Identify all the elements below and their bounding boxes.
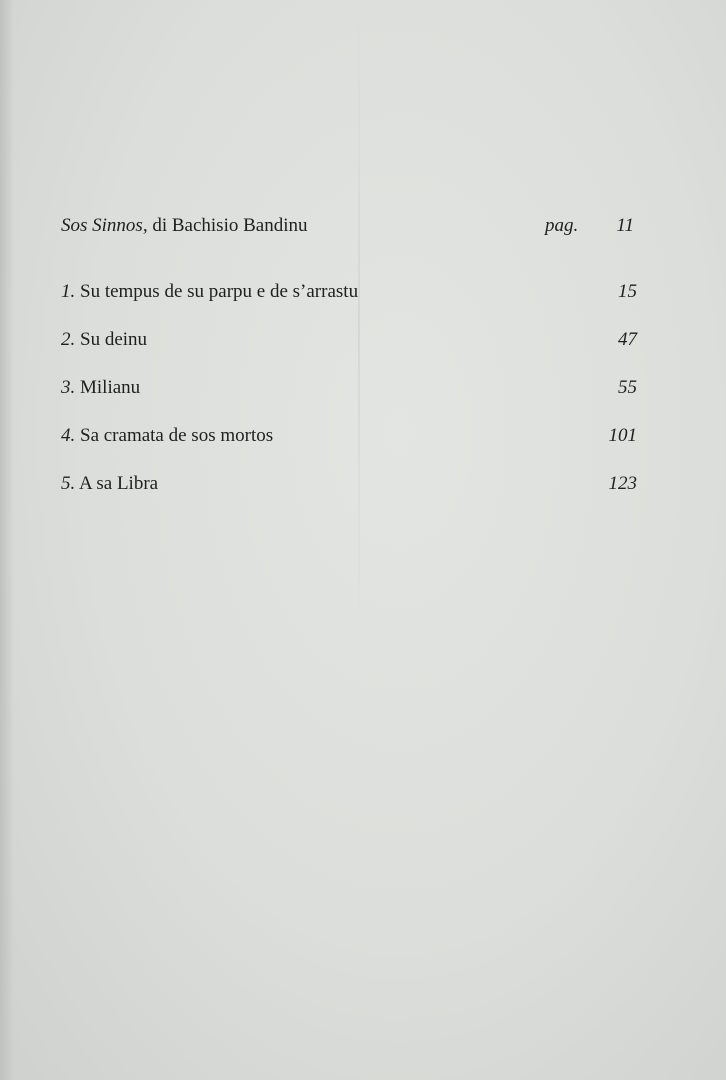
entry-page-number: 15 bbox=[618, 281, 637, 302]
intro-page-number: 11 bbox=[616, 215, 634, 236]
toc-entry-5 bbox=[61, 470, 637, 498]
entry-number: 5. bbox=[61, 473, 76, 494]
entry-title: Sa cramata de sos mortos bbox=[80, 425, 274, 446]
entry-number: 2. bbox=[61, 329, 76, 350]
entry-number: 3. bbox=[61, 377, 76, 398]
entry-page-number: 101 bbox=[608, 425, 637, 446]
pag-label: pag. bbox=[545, 215, 579, 236]
entry-title: A sa Libra bbox=[78, 473, 159, 494]
entry-number: 1. bbox=[61, 281, 76, 302]
entry-title: Milianu bbox=[80, 377, 141, 398]
toc-entry-4 bbox=[61, 422, 637, 450]
toc-entry-1 bbox=[61, 278, 637, 306]
entry-number: 4. bbox=[61, 425, 76, 446]
intro-title: Sos Sinnos, bbox=[61, 215, 148, 236]
entry-title: Su tempus de su parpu e de s’arrastu bbox=[80, 281, 359, 302]
entry-title: Su deinu bbox=[80, 329, 148, 350]
entry-page-number: 55 bbox=[618, 377, 637, 398]
intro-author: di Bachisio Bandinu bbox=[152, 215, 308, 236]
toc-intro-row bbox=[61, 212, 637, 240]
entry-page-number: 47 bbox=[618, 329, 637, 350]
toc-entry-2 bbox=[61, 326, 637, 354]
entry-page-number: 123 bbox=[608, 473, 637, 494]
toc-entry-3 bbox=[61, 374, 637, 402]
